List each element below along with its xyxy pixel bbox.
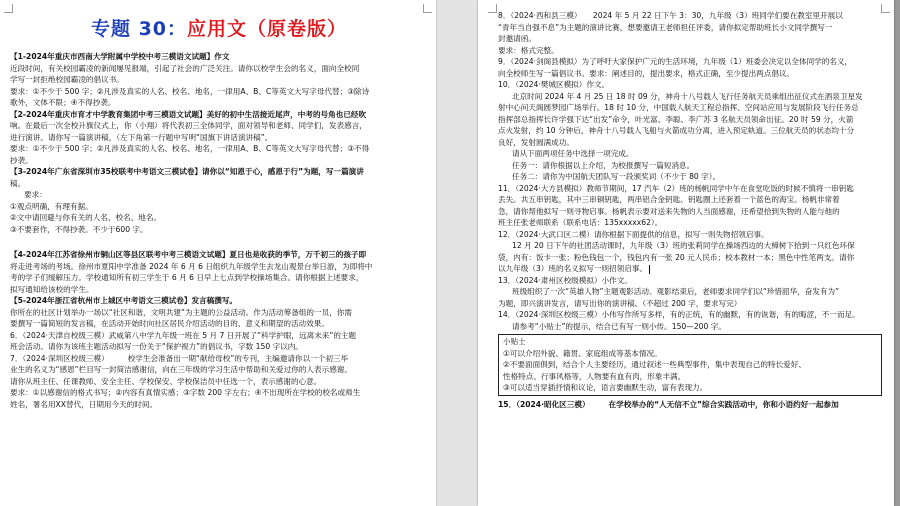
text-line: 封邀请函。 <box>498 34 536 43</box>
title-subject: 应用文 <box>187 18 248 40</box>
text-line: 班会活动。请你为该班主题活动拟写一份关于“保护视力”的倡议书，字数 150 字以内。 <box>10 342 303 351</box>
text-line: 业生的名义为“感恩”栏目写一封简洁感谢信，向在三年级的学习生活中帮助和关爱过你的人表示感谢。 <box>10 365 352 374</box>
tip-item: 性格特点、行事风格等，人物要有血有肉，形象丰满。 <box>503 371 686 381</box>
text-line: 点火发射，约 10 分钟后，神舟十八号载人飞船与火箭成功分离，进入预定轨道。三位航天员的状态均十分 <box>498 126 855 135</box>
text-line: 将走进考场的考场。徐州市夏阳中学准备 2024 年 6 月 6 日组织九年级学生去龙山观景台举日游，为即将中 <box>10 261 373 271</box>
text-line: 袋，内有：饭卡一张；粉色钱包一个，钱包内有一张 20 元人民币；校本教材一本；黑色中性笔两支。请你 <box>498 252 855 262</box>
text-line: 任务二：请你为中国航天团队写一段颁奖词（不少于 80 字）。 <box>512 172 721 181</box>
text-line: 北京时间 2024 年 4 月 25 日 18 时 09 分，神舟十八号载人飞行任务航天员乘组出征仪式在酒泉卫星发 <box>512 91 863 101</box>
tip-box-items <box>503 348 877 394</box>
text-line: ①观点明确，有理有据。 <box>10 201 93 211</box>
text-line: 8．（2024·西和县三模） 2024 年 5 月 22 日下午 3：30，九年级（3）班同学们要在教室里开展以 <box>498 11 843 20</box>
tip-box-title: 小贴士 <box>503 337 526 346</box>
text-line: 良好，发射圆满成功。 <box>498 137 574 147</box>
tip-item: ③可以适当穿插抒情和议论，语言要幽默生动，富有表现力。 <box>503 383 708 392</box>
text-line: 向全校师生写一篇倡议书。要求：阐述目的，提出要求，格式正确，至少提出两点倡议。 <box>498 68 795 78</box>
text-line: 11．（2024·大方县模拟）教师节期间，17 汽车（2）班的杨帆同学中午在食堂吃饭的时候不慎将一串钥匙 <box>498 183 854 193</box>
tip-box <box>498 334 882 396</box>
left-page-content <box>10 0 428 410</box>
text-cursor <box>649 265 650 274</box>
document-title <box>10 14 428 41</box>
right-text-block <box>498 10 884 332</box>
right-page-content <box>498 10 884 410</box>
text-line: ③不要套作，不得抄袭。不少于600 字。 <box>10 224 148 234</box>
text-line: 拟写通知给该校的学生。 <box>10 284 94 294</box>
title-edition: （原卷版） <box>247 18 348 40</box>
text-line: 要求：①不少于 500 字；②凡涉及真实的人名、校名、地名，一律用A、B、C等英文大写字母代替；③不得 <box>10 144 370 153</box>
text-line: 姓名，署名用XX替代，日期用今天的时间。 <box>10 399 158 409</box>
text-line: 要求：①以感谢信的格式书写；②内容有真情实感；③字数 200 字左右；④不出现所在学校的校名或师生 <box>10 388 361 397</box>
left-text-block <box>10 51 428 410</box>
text-line: 要求：①不少于 500 字；②凡涉及真实的人名、校名、地名，一律用A、B、C等英文大写字母代替；③除诗 <box>10 86 370 96</box>
text-line: 12．（2024·大武口区二模）请你根据下面提供的信息，拟写一则失物招领启事。 <box>498 229 769 239</box>
document-page-right <box>478 0 894 506</box>
text-line: 进行演讲。请你写一篇演讲稿，（左下角第一行题中写明“国旗下讲话演讲稿”。 <box>10 132 273 142</box>
text-line: 考的学子们缓解压力。学校通知所有初三学生于 6 月 6 日早上七点到学校操场集合。请你根据上述要求， <box>10 273 364 282</box>
text-line: 抄袭。 <box>10 155 33 165</box>
text-line: 班主任张老师联系（联系电话：135xxxxx62）。 <box>498 218 663 227</box>
text-line: 6．（2024·天津自校级三模）武威第八中学九年级一班在 5 月 7 日开展了“科学护眼，远离未来”的主题 <box>10 330 357 340</box>
question-heading: 【5-2024年浙江省杭州市上城区中考语文三模试卷】发言稿撰写。 <box>10 296 238 305</box>
paragraph-spacer <box>10 235 428 249</box>
text-line: 请从下面两项任务中选择一项完成。 <box>512 149 634 158</box>
text-line: 12 月 20 日下午的社团活动课时，九年级（3）班的张莉同学在操场西边的大樟树下拾到一只红色环保 <box>512 241 855 250</box>
text-line: 响。在最后一次全校升旗仪式上，你（小翔）将代表初三全体同学，面对领导和老师、同学们，发表感言， <box>10 121 367 130</box>
text-line: 丢失。共五串钥匙，其中三串铜钥匙，两串铝合金钥匙。钥匙圈上还套着一个蓝色的海宝。杨帆非常着 <box>498 195 840 204</box>
crop-mark <box>488 4 497 13</box>
document-page-left <box>0 0 436 506</box>
question-heading: 【2-2024年重庆市育才中学教育集团中考三模语文试题】美好的初中生活接近尾声，中考的号角也已经吹 <box>10 109 367 119</box>
text-line: 要求：格式完整。 <box>498 45 559 55</box>
text-line: 任务一：请你根据以上介绍，为校报撰写一篇短消息。 <box>512 160 695 170</box>
text-line: 13．（2024·肃州区校级模拟）小作文。 <box>498 275 632 285</box>
text-line: 请参考“小贴士”的提示，结合已有写一则小传。150—200 字。 <box>512 321 726 331</box>
text-line: 歌外，文体不限；④不得抄袭。 <box>10 98 116 107</box>
text-line: 以九年级（3）班的名义拟写一则招领启事。 <box>498 263 884 275</box>
text-line: 9．（2024·剑阁县模拟）为了呼吁大家保护广元的生活环境，九年级（1）班委会决定以全体同学的名义， <box>498 57 853 66</box>
text-line: ②文中请回避与你有关的人名、校名、地名。 <box>10 213 162 222</box>
text-line: 班级组织了一次“英雄人物”主题观影活动。观影结束后，老师要求同学们以“珍惜韶华，奋发有为” <box>512 287 840 296</box>
title-topic: 专题 30： <box>90 18 188 40</box>
text-line: 要求： <box>24 190 47 199</box>
text-line: 近段时间，有关校园霸凌的新闻屡见报端，引起了社会的广泛关注。请你以校学生会的名义，面向全校同 <box>10 63 360 73</box>
text-line: 请你从班主任、任课教师、安全主任、学校保安、学校保洁员中任选一个，表示感谢的心意。 <box>10 376 322 386</box>
page-gutter <box>436 0 480 506</box>
question-heading: 【4-2024年江苏省徐州市铜山区等县区联考中考三模语文试题】夏日也是收获的季节，万千初三的孩子即 <box>10 250 367 259</box>
question-heading: 【1-2024年重庆市西南大学附属中学校中考三模语文试题】作文 <box>10 52 230 61</box>
text-line: 为题，即兴演讲发言，请写出你的演讲稿。（不超过 200 字，要求写完） <box>498 298 742 308</box>
text-line: 射中心问天阁圆梦园广场举行。18 时 10 分，中国载人航天工程总指挥、空间站应用与发展阶段飞行任务总 <box>498 103 859 112</box>
text-line: 7．（2024·深圳区校级三模） 校学生会准备出一期“献给母校”的专刊，主编邀请你以一个初三毕 <box>10 353 349 363</box>
question-heading: 【3-2024年广东省深圳市35校联考中考语文三模试卷】请你以“知恩于心，感恩于行”为题，写一篇演讲 <box>10 167 364 176</box>
text-line: 14．（2024·深圳区校级三模）小伟写作所写多样，有的正统，有的幽默，有的诙谐，有的晦涩，不一而足。 <box>498 310 860 319</box>
text-line: 要撰写一篇简短的发言稿，在活动开始时向社区居民介绍活动的目的、意义和期望的活动效果。 <box>10 319 329 328</box>
text-line: 你所在的社区计划举办一场以“社区和谐，文明共建”为主题的公益活动。作为活动筹备组的一员，你需 <box>10 307 352 317</box>
tip-item: ①可以介绍外貌、籍贯、家庭组成等基本情况。 <box>503 348 662 358</box>
text-line: 稿。 <box>10 178 26 188</box>
text-line: “青年当自强不息”为主题的演讲比赛，想要邀请王老师担任评委，请你拟定帮助班长小文同学撰写一 <box>498 22 833 32</box>
text-line: 急，请你帮他拟写一则寻物启事。杨帆表示要对送来失物的人当面感谢，还希望拾到失物的人能与他的 <box>498 206 840 216</box>
question-line: 15．（2024·昭化区三模） 在学校举办的“人无信不立”综合实践活动中，你和小语约好一起参加 <box>498 399 839 409</box>
text-line: 10．（2024·樊城区模拟）作文。 <box>498 80 610 89</box>
text-line: 学写一封拒绝校园霸凌的倡议书。 <box>10 75 124 84</box>
text-line: 指挥部总指挥长许学强下达“出发”命令，叶光富、李聪、李广苏 3 名航天员领命出征。20 时 59 分，火箭 <box>498 114 854 124</box>
tip-item: ②不要面面俱到，结合个人主要经历，通过叙述一些典型事件，集中表现自己的特长爱好、 <box>503 360 806 369</box>
